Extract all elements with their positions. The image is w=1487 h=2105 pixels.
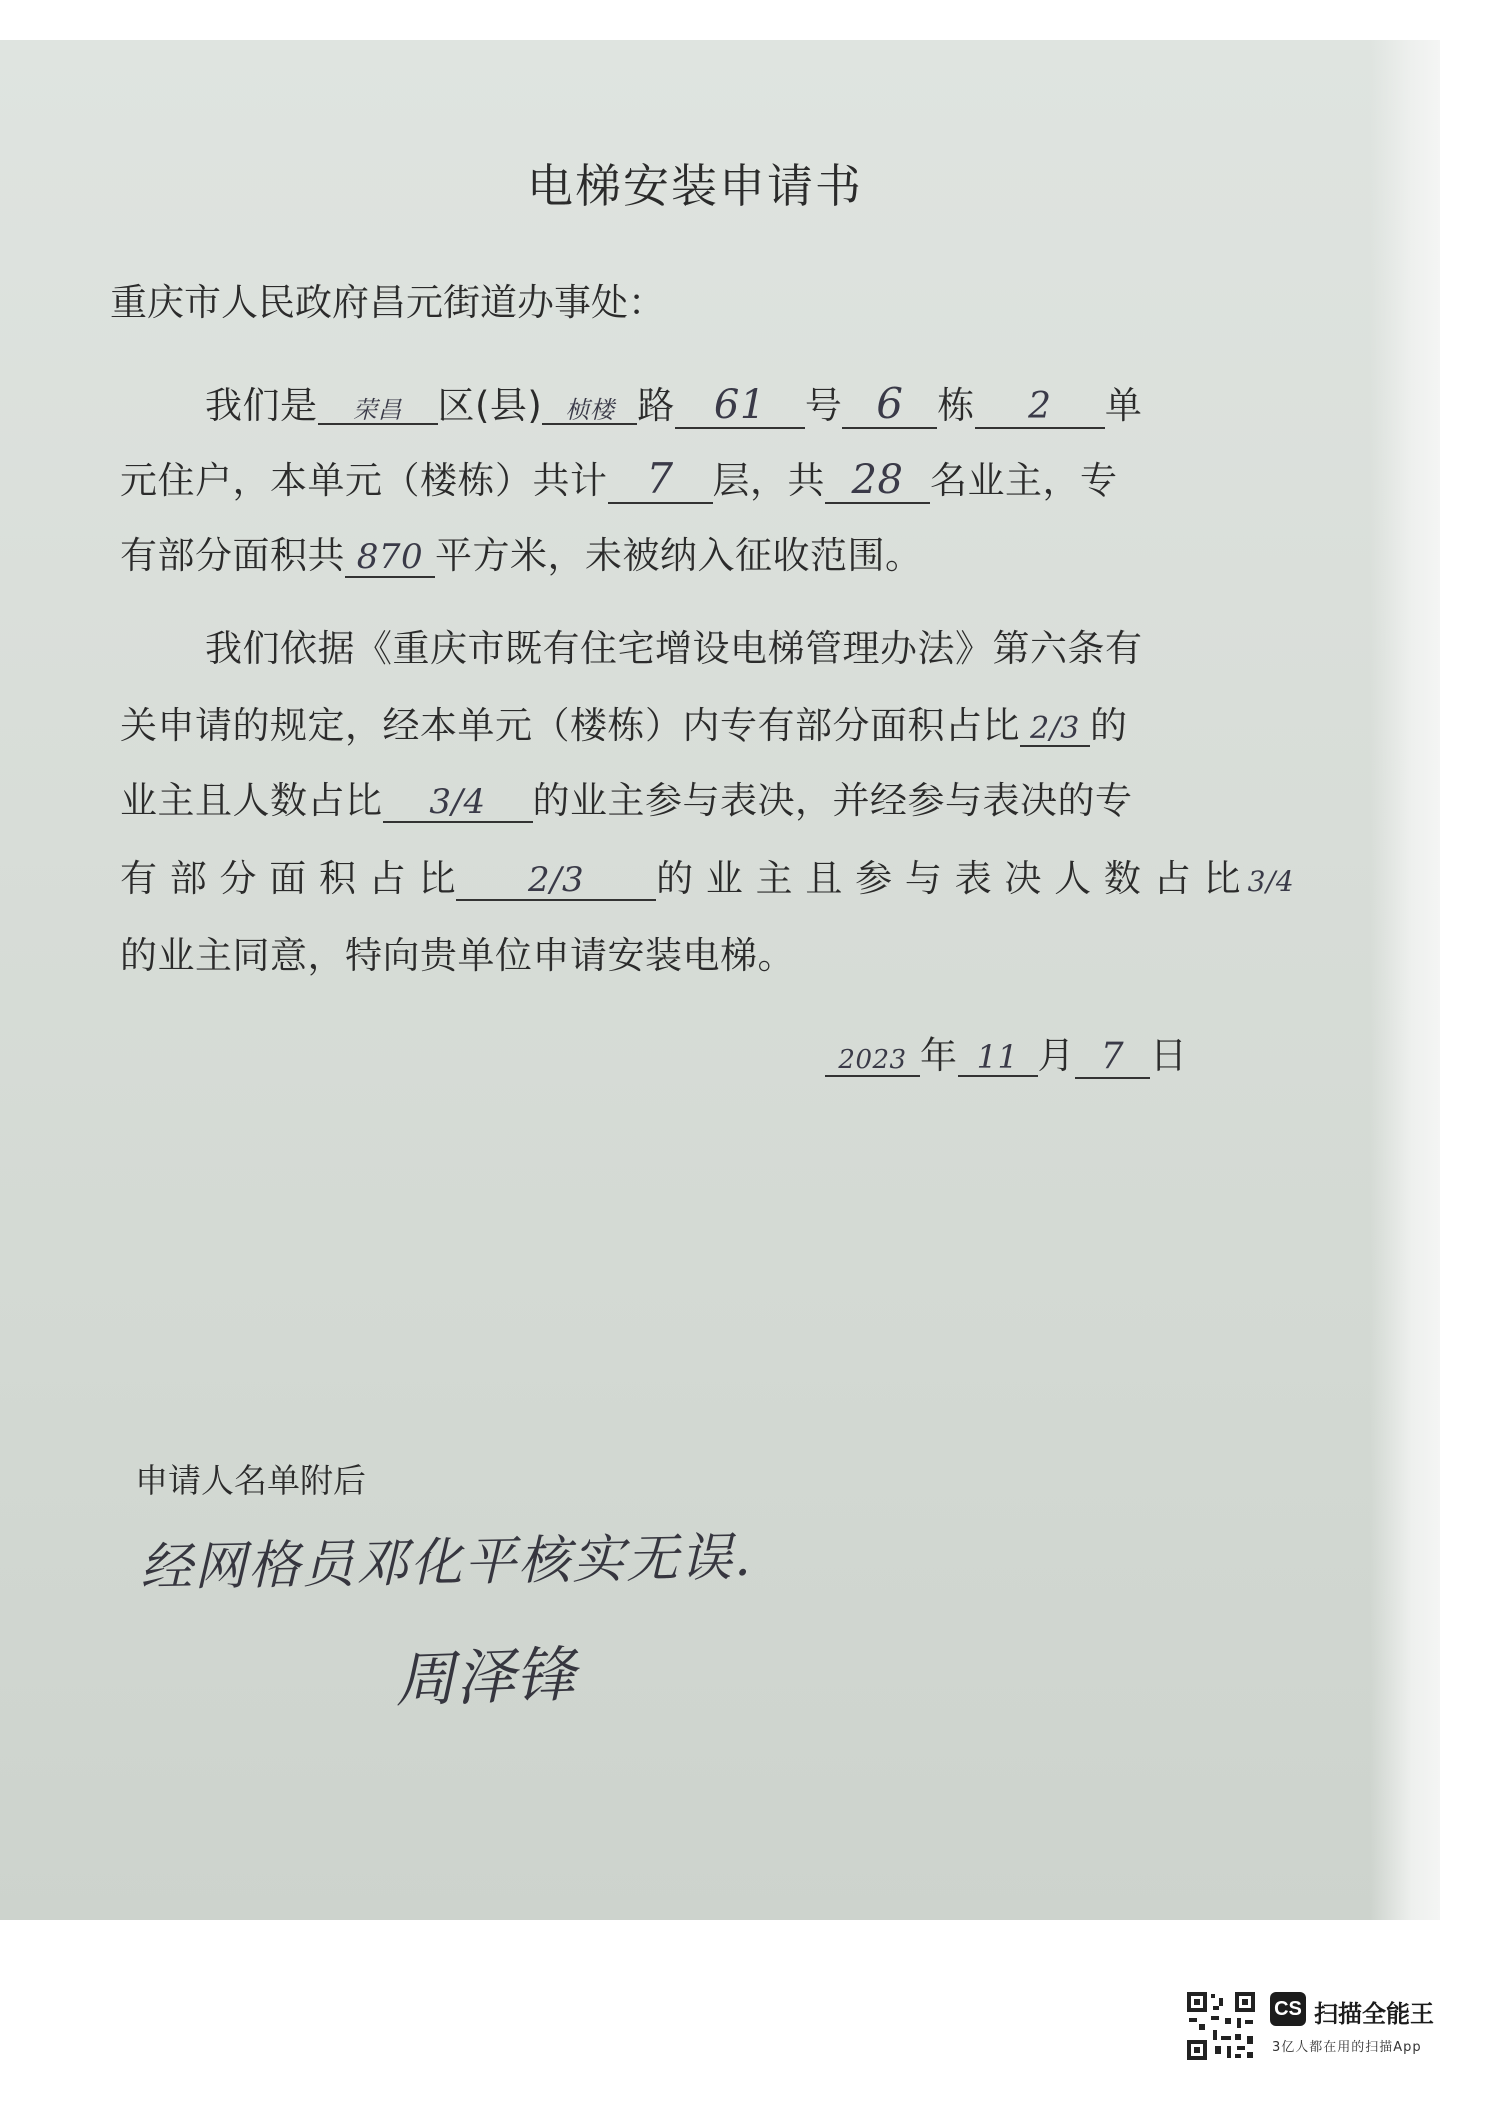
app-name: 扫描全能王 [1314,2000,1434,2028]
para1-line3: 有部分面积共 870 平方米，未被纳入征收范围。 [120,534,923,577]
area-field: 870 [345,539,435,578]
app-tagline: 3亿人都在用的扫描App [1272,2040,1422,2055]
date-month: 11 [958,1040,1038,1077]
qr-code-icon [1185,1990,1257,2062]
para1-line2: 元住户，本单元（楼栋）共计 7 层，共 28 名业主，专 [120,454,1118,503]
para2-line2: 关申请的规定，经本单元（楼栋）内专有部分面积占比 2/3 的 [120,704,1128,747]
area-ratio-2: 2/3 [456,862,656,901]
handwritten-verification: 经网格员邓化平核实无误. [139,1527,754,1599]
area-ratio-1: 2/3 [1020,712,1090,747]
para2-line4: 有 部 分 面 积 占 比 2/3 的 业 主 且 参 与 表 决 人 数 占 比 3/4 [120,848,1301,902]
applicants-note: 申请人名单附后 [135,1461,366,1500]
owners-field: 28 [825,458,930,504]
building-field: 6 [842,381,937,429]
district-field: 荣昌 [318,397,438,425]
people-ratio-2: 3/4 [1247,865,1295,898]
para2-line3: 业主且人数占比 3/4 的业主参与表决，并经参与表决的专 [120,779,1133,822]
para1-line1: 我们是 荣昌 区(县) 桢楼 路 61 号 6 栋 2 单 [205,379,1143,428]
floors-field: 7 [608,456,713,504]
unit-field: 2 [975,387,1105,429]
addressee: 重庆市人民政府昌元街道办事处： [110,281,665,324]
date-year: 2023 [825,1046,920,1077]
para2-line1: 我们依据《重庆市既有住宅增设电梯管理办法》第六条有 [205,627,1143,670]
camscanner-logo-icon: CS [1270,1992,1306,2026]
people-ratio-1: 3/4 [383,784,533,823]
document-title: 电梯安装申请书 [527,159,863,213]
road-field: 桢楼 [542,397,637,425]
para2-line5: 的业主同意，特向贵单位申请安装电梯。 [120,934,795,977]
date-line: 2023 年 11 月 7 日 [825,1025,1188,1079]
handwritten-signature: 周泽锋 [394,1639,577,1717]
date-day: 7 [1075,1037,1150,1079]
number-field: 61 [675,383,805,429]
scanned-page [0,40,1440,1920]
